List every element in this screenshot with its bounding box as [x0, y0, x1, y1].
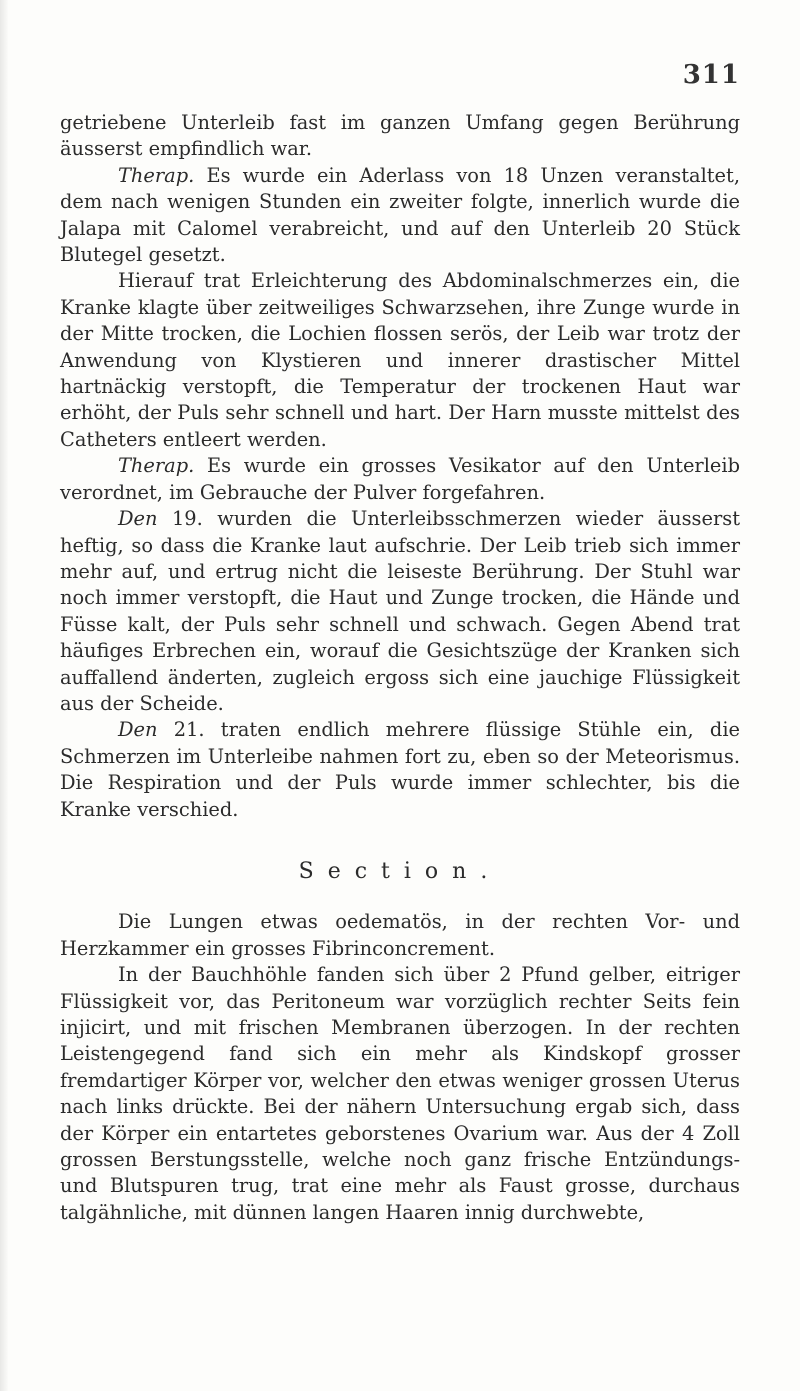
paragraph-5-lead: Den [118, 507, 158, 531]
body-text [60, 110, 740, 1226]
scan-edge [0, 0, 8, 1391]
paragraph-4-text: Es wurde ein grosses Vesikator auf den Unterleib verordnet, im Gebrauche der Pulver forgefahren. [60, 454, 740, 504]
paragraph-6-text: 21. traten endlich mehrere flüssige Stühle ein, die Schmerzen im Unterleibe nahmen fort zu, eben so der Meteorismus. Die Respiration und der Puls wurde immer schlechter, bis die Kranke verschied. [60, 718, 740, 821]
paragraph-5 [60, 506, 740, 717]
paragraph-2-lead: Therap. [118, 163, 195, 187]
section-heading: Section. [298, 858, 502, 884]
paragraph-5-text: 19. wurden die Unterleibsschmerzen wieder äusserst heftig, so dass die Kranke laut aufschrie. Der Leib trieb sich immer mehr auf, und ertrug nicht die leiseste Berührung. Der Stuhl war noch immer verstopft, die Haut und Zunge trocken, die Hände und Füsse kalt, der Puls sehr schnell und schwach. Gegen Abend trat häufiges Erbrechen ein, worauf die Gesichtszüge der Kranken sich auffallend änderten, zugleich ergoss sich eine jauchige Flüssigkeit aus der Scheide. [60, 507, 740, 715]
paragraph-2-text: Es wurde ein Aderlass von 18 Unzen veranstaltet, dem nach wenigen Stunden ein zweiter folgte, innerlich wurde die Jalapa mit Calomel verabreicht, und auf den Unterleib 20 Stück Blutegel gesetzt. [60, 163, 740, 267]
paragraph-6-lead: Den [118, 718, 158, 742]
paragraph-2 [60, 163, 740, 269]
paragraph-4-lead: Therap. [118, 454, 195, 478]
page-number: 311 [682, 60, 740, 90]
paragraph-4 [60, 453, 740, 506]
paragraph-7: Die Lungen etwas oedematös, in der rechten Vor- und Herzkammer ein grosses Fibrinconcrement. [60, 910, 740, 960]
paragraph-1: getriebene Unterleib fast im ganzen Umfang gegen Berührung äusserst empfindlich war. [60, 111, 740, 161]
paragraph-6 [60, 717, 740, 823]
paragraph-8: In der Bauchhöhle fanden sich über 2 Pfund gelber, eitriger Flüssigkeit vor, das Peritoneum war vorzüglich rechter Seits fein injicirt, und mit frischen Membranen überzogen. In der rechten Leistengegend fand sich ein mehr als Kindskopf grosser fremdartiger Körper vor, welcher den etwas weniger grossen Uterus nach links drückte. Bei der nähern Untersuchung ergab sich, dass der Körper ein entartetes geborstenes Ovarium war. Aus der 4 Zoll grossen Berstungsstelle, welche noch ganz frische Entzündungs- und Blutspuren trug, trat eine mehr als Faust grosse, durchaus talgähnliche, mit dünnen langen Haaren innig durchwebte, [60, 963, 740, 1224]
paragraph-3: Hierauf trat Erleichterung des Abdominalschmerzes ein, die Kranke klagte über zeitweiliges Schwarzsehen, ihre Zunge wurde in der Mitte trocken, die Lochien flossen serös, der Leib war trotz der Anwendung von Klystieren und innerer drastischer Mittel hartnäckig verstopft, die Temperatur der trockenen Haut war erhöht, der Puls sehr schnell und hart. Der Harn musste mittelst des Catheters entleert werden. [60, 269, 740, 451]
